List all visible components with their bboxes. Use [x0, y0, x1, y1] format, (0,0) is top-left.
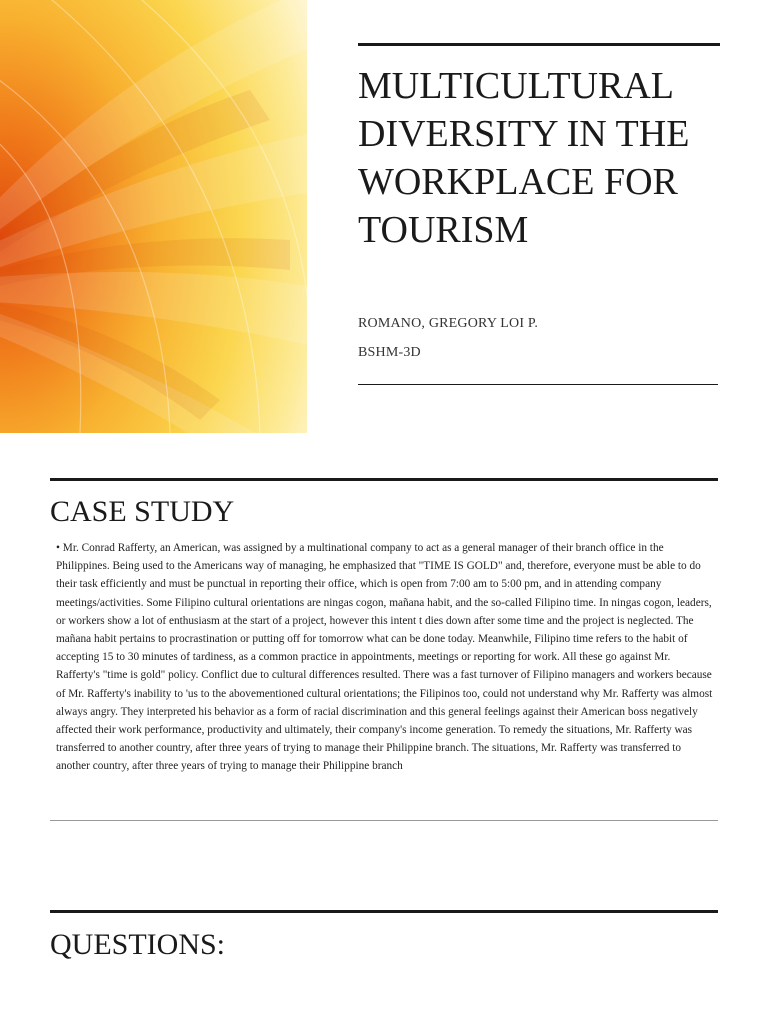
page-title: MULTICULTURAL DIVERSITY IN THE WORKPLACE FOR TOURISM: [358, 65, 690, 251]
case-study-top-rule: [50, 478, 718, 481]
author-name: ROMANO, GREGORY LOI P.: [358, 316, 539, 331]
sunburst-graphic: [0, 0, 307, 433]
case-study-body: • Mr. Conrad Rafferty, an American, was assigned by a multinational company to act as a general manager of their branch office in the Philippines. Being used to the Americans way of managing, he emphasized that "TIME IS GOLD" and, therefore, everyone must be able to do their task efficiently and must be punctual in reporting their office, which is open from 7:00 am to 5:00 pm, and in attending company meetings/activities. Some Filipino cultural orientations are ningas cogon, mañana habit, and the so-called Filipino time. In ningas cogon, leaders, or workers show a lot of enthusiasm at the start of a project, however this intent t dies down after some time and the project is neglected. The mañana habit pertains to procrastination or putting off for tomorrow what can be done today. Meanwhile, Filipino time refers to the habit of accepting 15 to 30 minutes of tardiness, as a common practice in appointments, meetings or reporting for work. All these go against Mr. Rafferty's "time is gold" policy. Conflict due to cultural differences resulted. There was a fast turnover of Filipino managers and workers because of Mr. Rafferty's inability to 'us to the abovementioned cultural orientations; the Filipinos too, could not understand why Mr. Rafferty was almost always angry. They interpreted his behavior as a form of racial discrimination and this general feelings against their American boss negatively affected their work performance, productivity and ultimately, their company's income generation. To remedy the situations, Mr. Rafferty was transferred to another country, after three years of trying to manage their Philippine branch. The situations, Mr. Rafferty was transferred to another country, after three years of trying to manage their Philippine branch: [56, 542, 713, 773]
questions-top-rule: [50, 910, 718, 913]
course-section: BSHM-3D: [358, 345, 421, 360]
case-study-heading: CASE STUDY: [50, 495, 235, 528]
title-bottom-rule: [358, 384, 718, 385]
questions-heading: QUESTIONS:: [50, 928, 226, 961]
title-top-rule: [358, 43, 720, 46]
case-study-bottom-rule: [50, 820, 718, 821]
